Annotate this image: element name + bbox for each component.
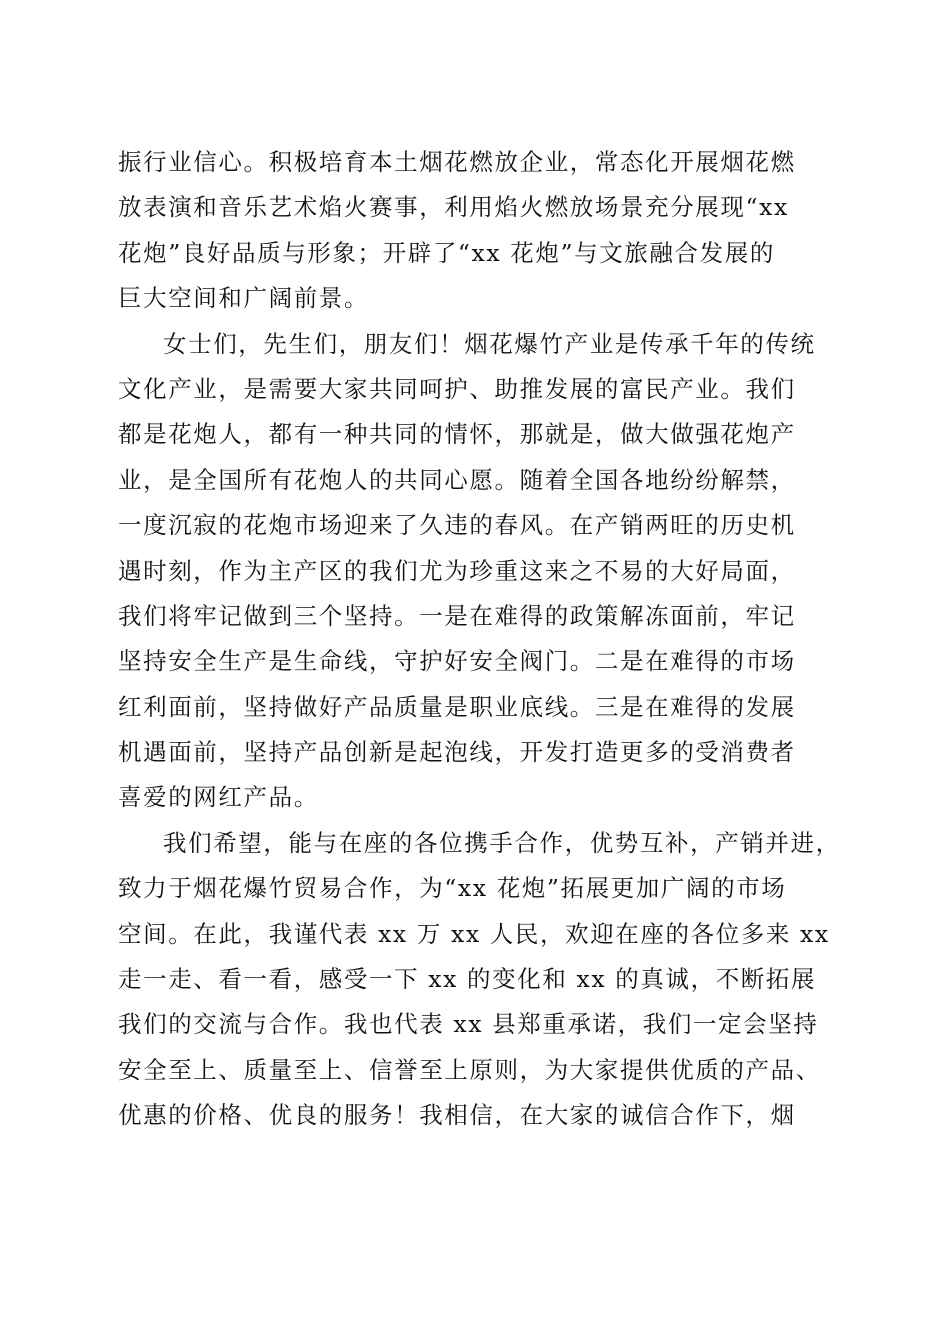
paragraph-line: 优惠的价格、优良的服务！我相信，在大家的诚信合作下，烟 [118, 1101, 796, 1130]
paragraph-line: 女士们，先生们，朋友们！烟花爆竹产业是传承千年的传统 [163, 329, 816, 358]
paragraph-line: 我们将牢记做到三个坚持。一是在难得的政策解冻面前，牢记 [118, 601, 796, 630]
paragraph-1 [118, 140, 838, 322]
paragraph-line: 一度沉寂的花炮市场迎来了久违的春风。在产销两旺的历史机 [118, 511, 796, 540]
paragraph-line: 振行业信心。积极培育本土烟花燃放企业，常态化开展烟花燃 [118, 148, 796, 176]
paragraph-line: 安全至上、质量至上、信誉至上原则，为大家提供优质的产品、 [118, 1055, 821, 1084]
paragraph-line: 喜爱的网红产品。 [118, 783, 319, 812]
body-text [118, 140, 841, 1139]
paragraph-3 [118, 821, 841, 1139]
paragraph-line: 文化产业，是需要大家共同呵护、助推发展的富民产业。我们 [118, 374, 796, 403]
paragraph-line: 我们希望，能与在座的各位携手合作，优势互补，产销并进， [163, 828, 841, 857]
paragraph-line: 走一走、看一看，感受一下 xx 的变化和 xx 的真诚，不断拓展 [118, 965, 817, 994]
paragraph-2 [118, 322, 838, 821]
paragraph-line: 都是花炮人，都有一种共同的情怀，那就是，做大做强花炮产 [118, 420, 796, 449]
paragraph-line: 机遇面前，坚持产品创新是起泡线，开发打造更多的受消费者 [118, 738, 796, 767]
paragraph-line: 花炮”良好品质与形象；开辟了“xx 花炮”与文旅融合发展的 [118, 238, 775, 267]
paragraph-line: 空间。在此，我谨代表 xx 万 xx 人民，欢迎在座的各位多来 xx [118, 919, 830, 948]
paragraph-line: 放表演和音乐艺术焰火赛事，利用焰火燃放场景充分展现“xx [118, 193, 789, 222]
paragraph-line: 红利面前，坚持做好产品质量是职业底线。三是在难得的发展 [118, 692, 796, 721]
paragraph-line: 遇时刻，作为主产区的我们尤为珍重这来之不易的大好局面， [118, 556, 796, 585]
paragraph-line: 我们的交流与合作。我也代表 xx 县郑重承诺，我们一定会坚持 [118, 1010, 819, 1039]
paragraph-line: 业，是全国所有花炮人的共同心愿。随着全国各地纷纷解禁， [118, 465, 796, 494]
paragraph-line: 巨大空间和广阔前景。 [118, 284, 369, 313]
paragraph-line: 致力于烟花爆竹贸易合作，为“xx 花炮”拓展更加广阔的市场 [118, 874, 787, 903]
paragraph-line: 坚持安全生产是生命线，守护好安全阀门。二是在难得的市场 [118, 647, 796, 676]
